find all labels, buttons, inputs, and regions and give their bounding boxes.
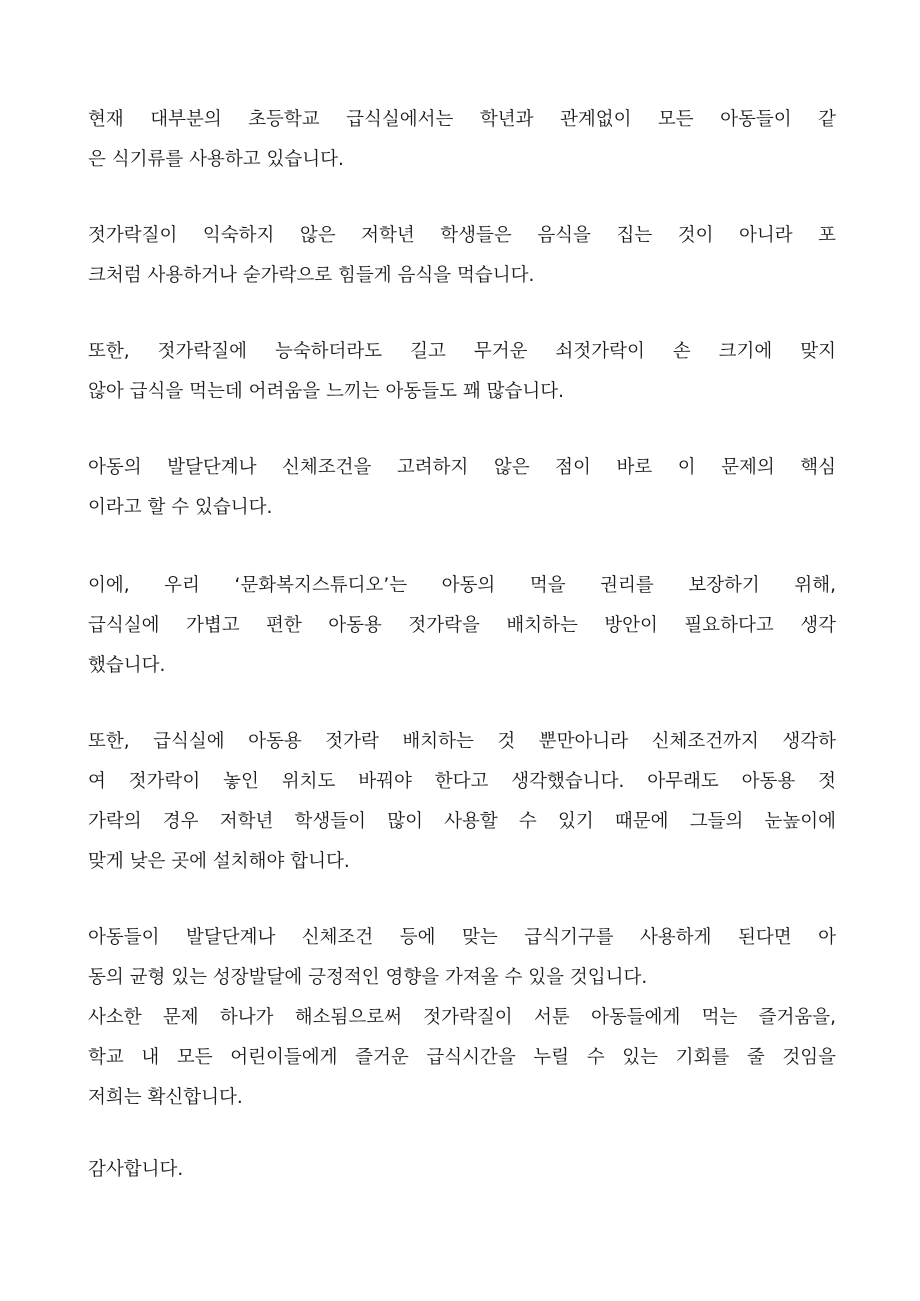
paragraph-5-line-1: 이에, 우리 ‘문화복지스튜디오’는 아동의 먹을 권리를 보장하기 위해,: [88, 575, 836, 596]
paragraph-7-line-1: 아동들이 발달단계나 신체조건 등에 맞는 급식기구를 사용하게 된다면 아: [88, 927, 836, 948]
paragraph-2-line-1: 젓가락질이 익숙하지 않은 저학년 학생들은 음식을 집는 것이 아니라 포: [88, 225, 836, 246]
paragraph-1: [88, 100, 836, 180]
paragraph-6-line-2: 여 젓가락이 놓인 위치도 바꿔야 한다고 생각했습니다. 아무래도 아동용 젓: [88, 771, 836, 792]
paragraph-6: [88, 722, 836, 882]
paragraph-8-line-1: 감사합니다.: [88, 1159, 184, 1180]
paragraph-1-line-2: 은 식기류를 사용하고 있습니다.: [88, 149, 344, 170]
paragraph-3: [88, 332, 836, 412]
paragraph-4: [88, 448, 836, 528]
paragraph-5-line-2: 급식실에 가볍고 편한 아동용 젓가락을 배치하는 방안이 필요하다고 생각: [88, 615, 836, 636]
paragraph-4-line-2: 이라고 할 수 있습니다.: [88, 497, 273, 518]
paragraph-7-line-4: 학교 내 모든 어린이들에게 즐거운 급식시간을 누릴 수 있는 기회를 줄 것임을: [88, 1047, 836, 1068]
paragraph-7-line-5: 저희는 확신합니다.: [88, 1087, 243, 1108]
paragraph-7: [88, 918, 836, 1118]
paragraph-4-line-1: 아동의 발달단계나 신체조건을 고려하지 않은 점이 바로 이 문제의 핵심: [88, 457, 836, 478]
paragraph-5: [88, 566, 836, 686]
paragraph-6-line-1: 또한, 급식실에 아동용 젓가락 배치하는 것 뿐만아니라 신체조건까지 생각하: [88, 731, 836, 752]
paragraph-3-line-1: 또한, 젓가락질에 능숙하더라도 길고 무거운 쇠젓가락이 손 크기에 맞지: [88, 341, 836, 362]
paragraph-3-line-2: 않아 급식을 먹는데 어려움을 느끼는 아동들도 꽤 많습니다.: [88, 381, 564, 402]
paragraph-6-line-4: 맞게 낮은 곳에 설치해야 합니다.: [88, 851, 350, 872]
paragraph-2-line-2: 크처럼 사용하거나 숟가락으로 힘들게 음식을 먹습니다.: [88, 265, 535, 286]
paragraph-6-line-3: 가락의 경우 저학년 학생들이 많이 사용할 수 있기 때문에 그들의 눈높이에: [88, 811, 836, 832]
paragraph-2: [88, 216, 836, 296]
paragraph-7-line-3: 사소한 문제 하나가 해소됨으로써 젓가락질이 서툰 아동들에게 먹는 즐거움을,: [88, 1007, 836, 1028]
paragraph-8: [88, 1150, 836, 1190]
paragraph-5-line-3: 했습니다.: [88, 655, 166, 676]
paragraph-7-line-2: 동의 균형 있는 성장발달에 긍정적인 영향을 가져올 수 있을 것입니다.: [88, 967, 648, 988]
paragraph-1-line-1: 현재 대부분의 초등학교 급식실에서는 학년과 관계없이 모든 아동들이 같: [88, 109, 836, 130]
